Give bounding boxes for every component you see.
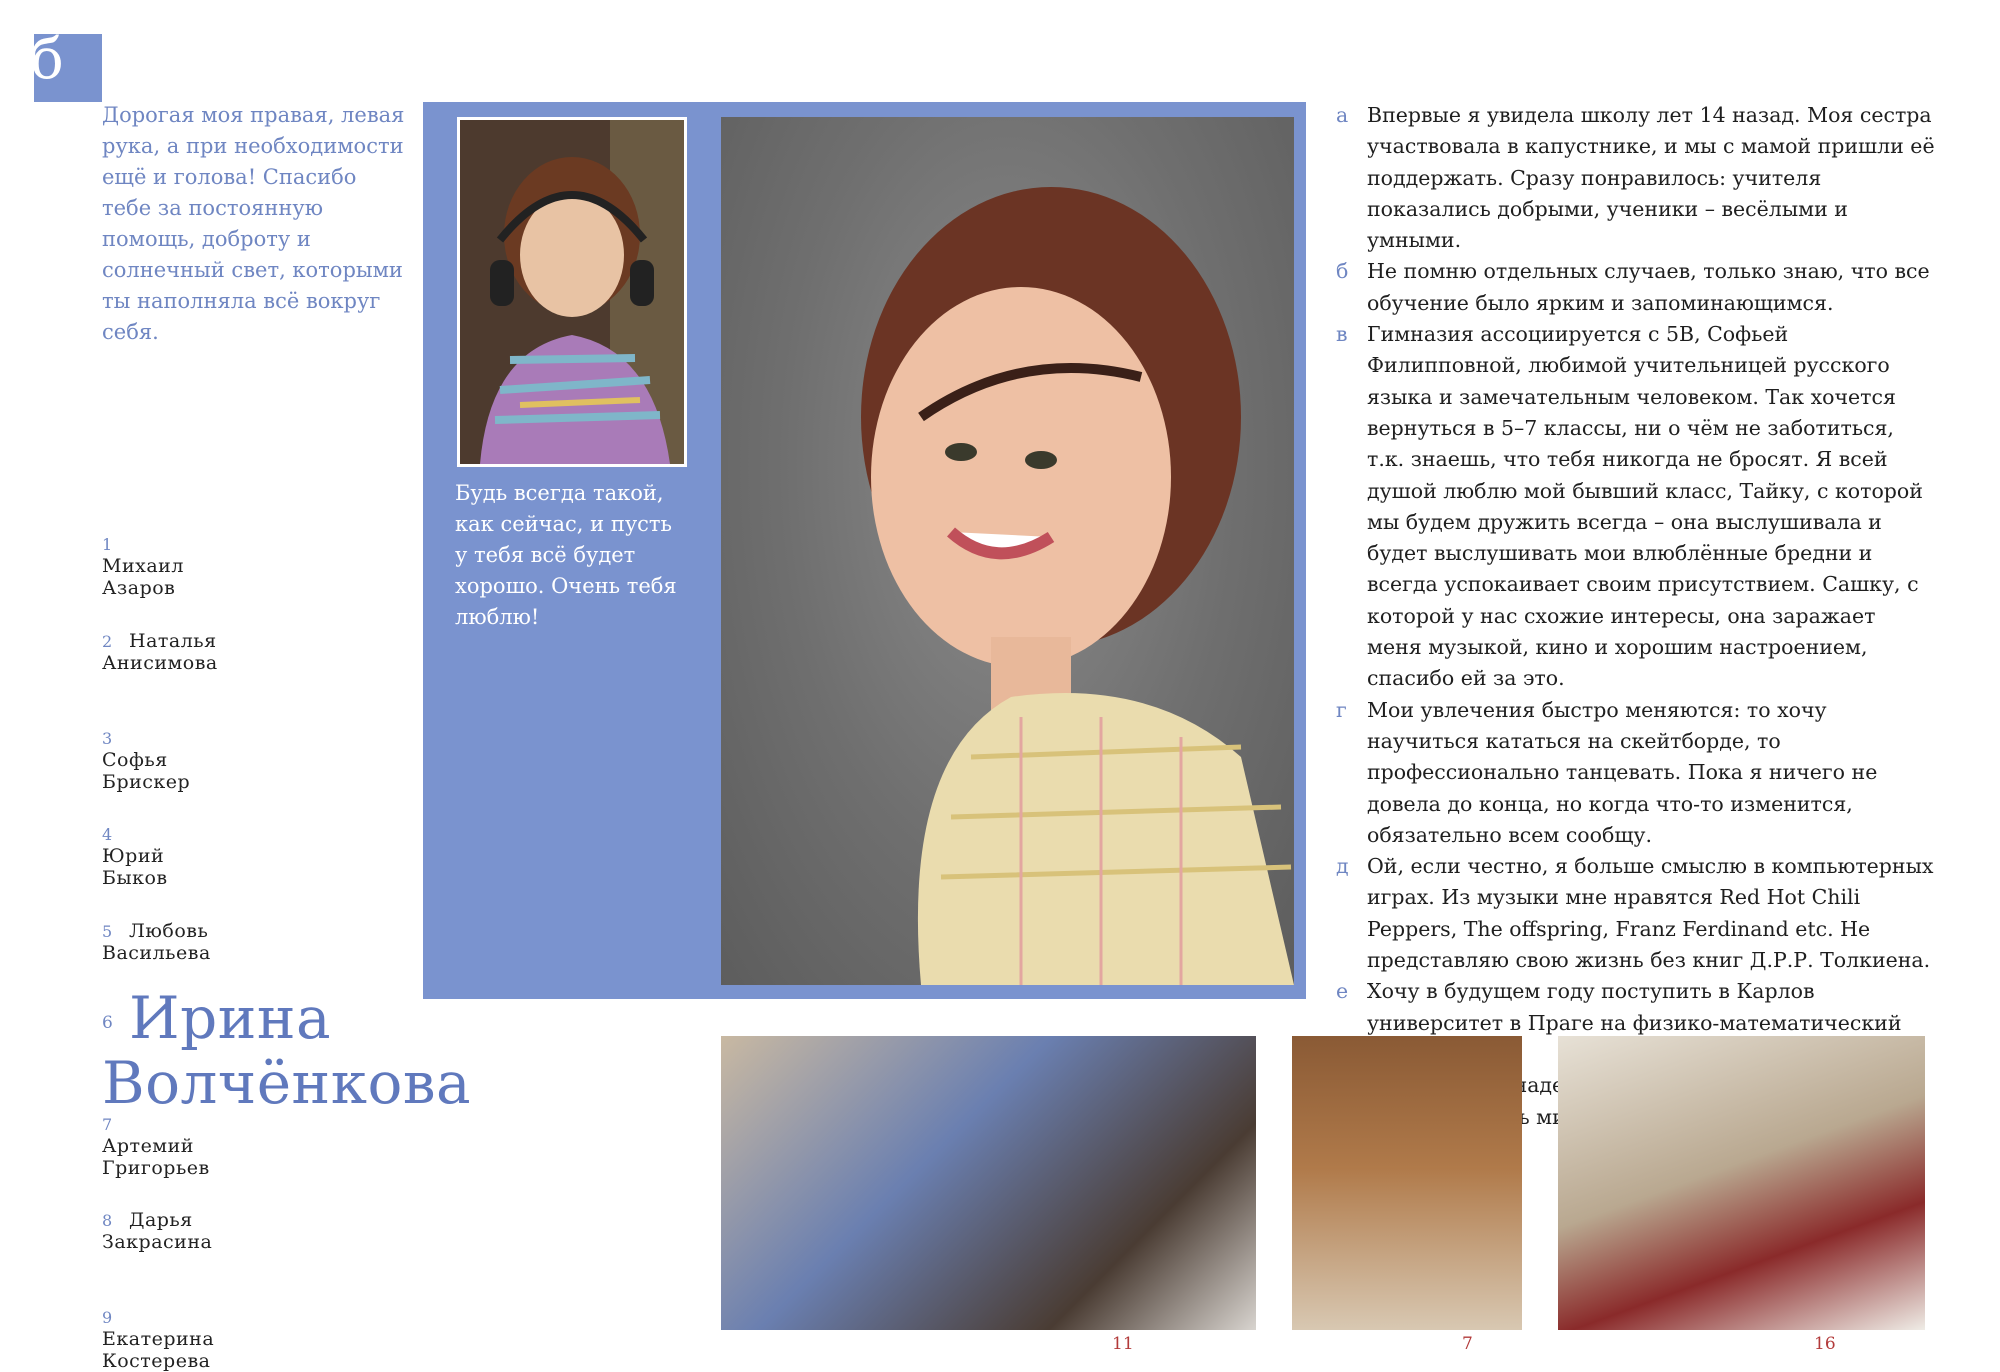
section-letter-badge xyxy=(30,27,102,102)
answer-item xyxy=(1336,100,1936,256)
answer-item xyxy=(1336,851,1936,976)
name-number: 8 xyxy=(102,1211,113,1230)
name-list-item[interactable] xyxy=(102,823,168,889)
answer-item xyxy=(1336,695,1936,851)
name-list-item[interactable] xyxy=(102,533,184,599)
photo-number: 7 xyxy=(1462,1334,1473,1354)
friends-photo[interactable] xyxy=(721,1036,1256,1330)
name-list-item[interactable] xyxy=(102,727,190,793)
name-number: 6 xyxy=(102,1012,114,1033)
name-number: 4 xyxy=(102,825,113,844)
name-number: 1 xyxy=(102,535,113,554)
answer-text: Гимназия ассоциируется с 5В, Софьей Филипповной, любимой учительницей русского языка и замечательным человеком. Так хочется вернуться в 5–7 классы, ни о чём не заботиться, т.к. знаешь, что тебя никогда не бросят. Я всей душой люблю мой бывший класс, Тайку, с которой мы будем дружить всегда – она выслушивала и будет выслушивать мои влюблённые бредни и всегда успокаивает своим присутствием. Сашку, с которой у нас схожие интересы, она заражает меня музыкой, кино и хорошим настроением, спасибо ей за это. xyxy=(1367,322,1923,691)
name-list-item[interactable] xyxy=(102,920,211,964)
questionnaire-answers xyxy=(1336,100,1936,1164)
photo-number: 11 xyxy=(1112,1334,1134,1354)
student-name: Екатерина Костерева xyxy=(102,1328,215,1372)
answer-letter: г xyxy=(1336,697,1347,722)
student-name: Софья Брискер xyxy=(102,749,191,793)
name-number: 3 xyxy=(102,729,113,748)
answer-text: Впервые я увидела школу лет 14 назад. Моя сестра участвовала в капустнике, и мы с мамой пришли её поддержать. Сразу понравилось: учителя показались добрыми, ученики – весёлыми и умными. xyxy=(1367,103,1935,253)
answer-letter: д xyxy=(1336,854,1349,879)
answer-text: Ой, если честно, я больше смыслю в компьютерных играх. Из музыки мне нравятся Red Hot Chili Peppers, The offspring, Franz Ferdinand etc. Не представляю свою жизнь без книг Д.Р.Р. Толкиена. xyxy=(1367,854,1934,973)
answer-item xyxy=(1336,256,1936,319)
name-number: 9 xyxy=(102,1308,113,1327)
name-list-item[interactable] xyxy=(102,1209,212,1253)
childhood-photo-image xyxy=(460,120,684,464)
student-name: Любовь Васильева xyxy=(102,920,211,964)
name-number: 5 xyxy=(102,922,113,941)
classroom-photo[interactable] xyxy=(1558,1036,1925,1330)
pair-photo[interactable] xyxy=(1292,1036,1522,1330)
name-number: 2 xyxy=(102,632,113,651)
student-name: Михаил Азаров xyxy=(102,555,184,599)
childhood-photo xyxy=(457,117,687,467)
photo-caption: Будь всегда такой, как сейчас, и пусть у тебя всё будет хорошо. Очень тебя люблю! xyxy=(455,481,677,629)
answer-text: Не помню отдельных случаев, только знаю, что все обучение было ярким и запоминающимся. xyxy=(1367,259,1930,315)
name-list-item[interactable] xyxy=(102,630,218,674)
student-name: Юрий Быков xyxy=(102,845,168,889)
answer-letter: а xyxy=(1336,103,1349,127)
name-list-item[interactable] xyxy=(102,1113,210,1179)
name-list-item[interactable] xyxy=(102,1306,214,1372)
answer-item xyxy=(1336,319,1936,695)
answer-letter: е xyxy=(1336,979,1349,1004)
answer-letter: б xyxy=(1336,259,1349,284)
student-name: Наталья Анисимова xyxy=(102,630,218,674)
name-number: 7 xyxy=(102,1115,113,1134)
dedication-text: Дорогая моя правая, левая рука, а при необходимости ещё и голова! Спасибо тебе за постоянную помощь, доброту и солнечный свет, которыми ты наполняла всё вокруг себя. xyxy=(102,103,405,344)
portrait-image xyxy=(721,117,1294,985)
portrait-photo xyxy=(721,117,1294,985)
section-letter: б xyxy=(30,27,64,92)
student-name: Артемий Григорьев xyxy=(102,1135,210,1179)
answer-letter: в xyxy=(1336,322,1348,347)
current-student-name xyxy=(102,984,472,1117)
student-name: Дарья Закрасина xyxy=(102,1209,213,1253)
student-name: Ирина Волчёнкова xyxy=(102,984,472,1117)
answer-text: Мои увлечения быстро меняются: то хочу научиться кататься на скейтборде, то профессионально танцевать. Пока я ничего не довела до конца, но когда что-то изменится, обязательно всем сообщу. xyxy=(1367,697,1878,847)
photo-number: 16 xyxy=(1814,1334,1836,1354)
answer-text: Хочу в будущем году поступить в Карлов университет в Праге на физико-математический xyxy=(1367,979,1902,1035)
